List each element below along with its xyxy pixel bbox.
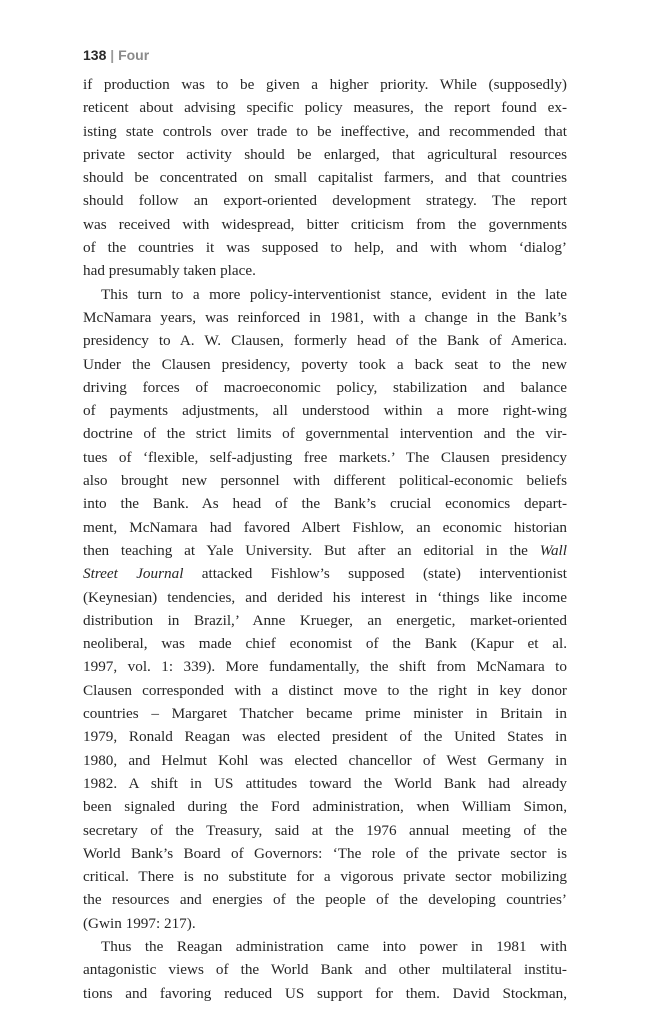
text-line: was received with widespread, bitter criticism from the governments (83, 215, 567, 233)
text-line: 1982. A shift in US attitudes toward the World Bank had already (83, 774, 567, 792)
text-line: distribution in Brazil,’ Anne Krueger, an energetic, market-oriented (83, 611, 567, 629)
body-text (83, 73, 567, 1005)
paragraph (83, 73, 567, 283)
text-line: had presumably taken place. (83, 262, 256, 280)
text-line: Under the Clausen presidency, poverty took a back seat to the new (83, 355, 567, 373)
text-line: (Keynesian) tendencies, and derided his interest in ‘things like income (83, 588, 567, 606)
text-line: Street Journal attacked Fishlow’s supposed (state) interventionist (83, 565, 568, 583)
text-line: should be concentrated on small capitalist farmers, and that countries (83, 169, 567, 187)
text-line: of payments adjustments, all understood within a more right-wing (83, 402, 567, 420)
italic-title: Street Journal (83, 565, 184, 583)
text-line: countries – Margaret Thatcher became prime minister in Britain in (83, 705, 567, 723)
text-line: critical. There is no substitute for a vigorous private sector mobilizing (83, 868, 567, 886)
text-line: reticent about advising specific policy measures, the report found ex- (83, 99, 567, 117)
text-line: World Bank’s Board of Governors: ‘The role of the private sector is (83, 844, 567, 862)
text-line: 1979, Ronald Reagan was elected president of the United States in (83, 728, 567, 746)
text-line: 1980, and Helmut Kohl was elected chancellor of West Germany in (83, 751, 567, 769)
italic-title: Wall (539, 541, 567, 559)
page-number: 138 (83, 47, 107, 63)
text-line: tions and favoring reduced US support for them. David Stockman, (83, 984, 567, 1002)
text-line: private sector activity should be enlarged, that agricultural resources (83, 145, 567, 163)
text-line: should follow an export-oriented development strategy. The report (83, 192, 567, 210)
text-line: of the countries it was supposed to help, and with whom ‘dialog’ (83, 239, 567, 257)
text-line: ment, McNamara had favored Albert Fishlow, an economic historian (83, 518, 567, 536)
text-line: if production was to be given a higher priority. While (supposedly) (83, 76, 567, 93)
text-line: (Gwin 1997: 217). (83, 914, 196, 932)
text-line: been signaled during the Ford administration, when William Simon, (83, 798, 567, 816)
text-line: tues of ‘flexible, self-adjusting free markets.’ The Clausen presidency (83, 448, 567, 466)
text-line: driving forces of macroeconomic policy, stabilization and balance (83, 378, 567, 396)
text-line: 1997, vol. 1: 339). More fundamentally, the shift from McNamara to (83, 658, 567, 676)
text-line: This turn to a more policy-interventionist stance, evident in the late (101, 285, 567, 303)
paragraph (83, 935, 567, 1005)
text-line: into the Bank. As head of the Bank’s crucial economics depart- (83, 495, 567, 513)
text-line: Thus the Reagan administration came into power in 1981 with (101, 937, 567, 955)
text-line: isting state controls over trade to be ineffective, and recommended that (83, 122, 567, 140)
text-line: neoliberal, was made chief economist of the Bank (Kapur et al. (83, 635, 567, 653)
text-line: presidency to A. W. Clausen, formerly head of the Bank of America. (83, 332, 567, 350)
header-separator: | (110, 47, 115, 63)
book-page (83, 46, 567, 1005)
text-line: antagonistic views of the World Bank and other multilateral institu- (83, 961, 567, 979)
text-line: Clausen corresponded with a distinct move to the right in key donor (83, 681, 567, 699)
text-line: the resources and energies of the people of the developing countries’ (83, 891, 567, 909)
text-line: McNamara years, was reinforced in 1981, with a change in the Bank’s (83, 308, 567, 326)
chapter-title: Four (118, 47, 150, 63)
text-line: then teaching at Yale University. But after an editorial in the Wall (83, 541, 567, 559)
text-line: secretary of the Treasury, said at the 1976 annual meeting of the (83, 821, 567, 839)
running-head (83, 46, 567, 64)
paragraph (83, 283, 567, 935)
text-line: also brought new personnel with different political-economic beliefs (83, 472, 567, 490)
text-line: doctrine of the strict limits of governmental intervention and the vir- (83, 425, 567, 443)
